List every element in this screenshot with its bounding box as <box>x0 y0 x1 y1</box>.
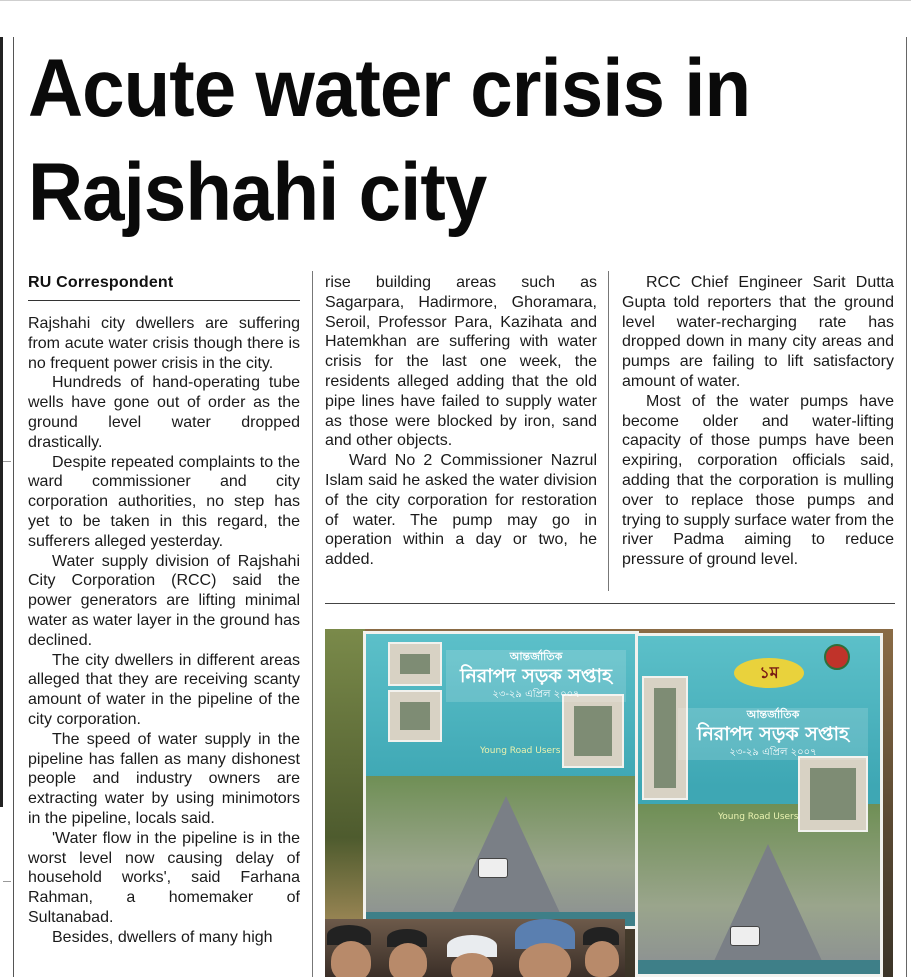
paragraph: Most of the water pumps have become older and water-lifting capacity of those pumps have been expiring, corporation officials said, adding that the corporation is mulling over to replace those pumps and trying to supply surface water from the river Padma aiming to reduce pressure of ground level. <box>622 392 894 569</box>
paragraph: Hundreds of hand-operating tube wells have gone out of order as the ground level water dropped drastically. <box>28 374 300 451</box>
paragraph: The city dwellers in different areas alleged that they are receiving scanty amount of water in the pipeline of the city corporation. <box>28 651 300 728</box>
person-head <box>585 941 619 977</box>
paragraph: 'Water flow in the pipeline is in the worst level now causing delay of household works', said Farhana Rahman, a homemaker of Sultanabad. <box>28 829 300 926</box>
edge-tick <box>3 461 11 462</box>
emblem-icon <box>824 644 850 670</box>
poster-left <box>363 631 639 929</box>
paragraph: Besides, dwellers of many high <box>52 928 273 946</box>
first-badge: ১ম <box>734 658 804 688</box>
column-rule-right <box>906 37 907 977</box>
article-column-2 <box>325 273 597 570</box>
poster-caption: Young Road Users <box>480 746 561 756</box>
paragraph: Despite repeated complaints to the ward commissioner and city corporation authorities, no step has yet to be taken in this regard, the sufferers alleged yesterday. <box>28 453 300 550</box>
photo-divider <box>325 603 895 604</box>
crowd <box>325 919 625 977</box>
column-rule <box>608 271 609 591</box>
poster-thumbnail <box>798 756 868 832</box>
poster-caption: Young Road Users <box>718 812 799 822</box>
person-head <box>389 943 427 977</box>
page-edge-left <box>0 37 3 807</box>
paragraph: Ward No 2 Commissioner Nazrul Islam said he asked the water division of the city corporation for restoration of water. The pump may go in operation within a day or two, he added. <box>325 452 597 569</box>
edge-tick <box>3 881 11 882</box>
headline-line-2: Rajshahi city <box>28 147 487 238</box>
article-column-1 <box>28 314 300 948</box>
poster-title: আন্তর্জাতিক নিরাপদ সড়ক সপ্তাহ ২৩-২৯ এপ্রিল ২০০৭ <box>446 650 626 702</box>
poster-title: আন্তর্জাতিক নিরাপদ সড়ক সপ্তাহ ২৩-২৯ এপ্রিল ২০০৭ <box>678 708 868 760</box>
person-head <box>519 943 571 977</box>
paragraph: RCC Chief Engineer Sarit Dutta Gupta told reporters that the ground level water-recharging rate has dropped down in many city areas and pumps are failing to lift satisfactory amount of water. <box>622 274 894 390</box>
poster-right <box>635 633 883 977</box>
headline-line-1: Acute water crisis in <box>28 43 751 134</box>
headline <box>28 37 837 245</box>
paragraph: Rajshahi city dwellers are suffering from acute water crisis though there is no frequent power crisis in the city. <box>28 315 300 372</box>
paragraph: rise building areas such as Sagarpara, Hadirmore, Ghoramara, Seroil, Professor Para, Kazihata and Hatemkhan are suffering with water crisis for the last one week, the residents alleged adding that the old pipe lines have failed to supply water as those were blocked by iron, sand and other objects. <box>325 274 597 450</box>
person-head <box>451 953 493 977</box>
poster-thumbnail <box>562 694 624 768</box>
poster-thumbnail <box>388 642 442 686</box>
poster-thumbnail <box>388 690 442 742</box>
paragraph: The speed of water supply in the pipeline has fallen as many dishonest people and industry owners are extracting water by using minimotors in the pipeline, locals said. <box>28 730 300 827</box>
person-head <box>331 941 371 977</box>
byline: RU Correspondent <box>28 273 300 301</box>
news-photo <box>325 629 893 977</box>
car-illustration <box>478 858 508 878</box>
paragraph: Water supply division of Rajshahi City Corporation (RCC) said the power generators are lifting minimal water as water layer in the ground has declined. <box>28 552 300 649</box>
car-illustration <box>730 926 760 946</box>
column-rule-left <box>13 37 14 977</box>
column-rule <box>312 271 313 977</box>
road-illustration <box>708 844 828 974</box>
article-column-3 <box>622 273 894 570</box>
